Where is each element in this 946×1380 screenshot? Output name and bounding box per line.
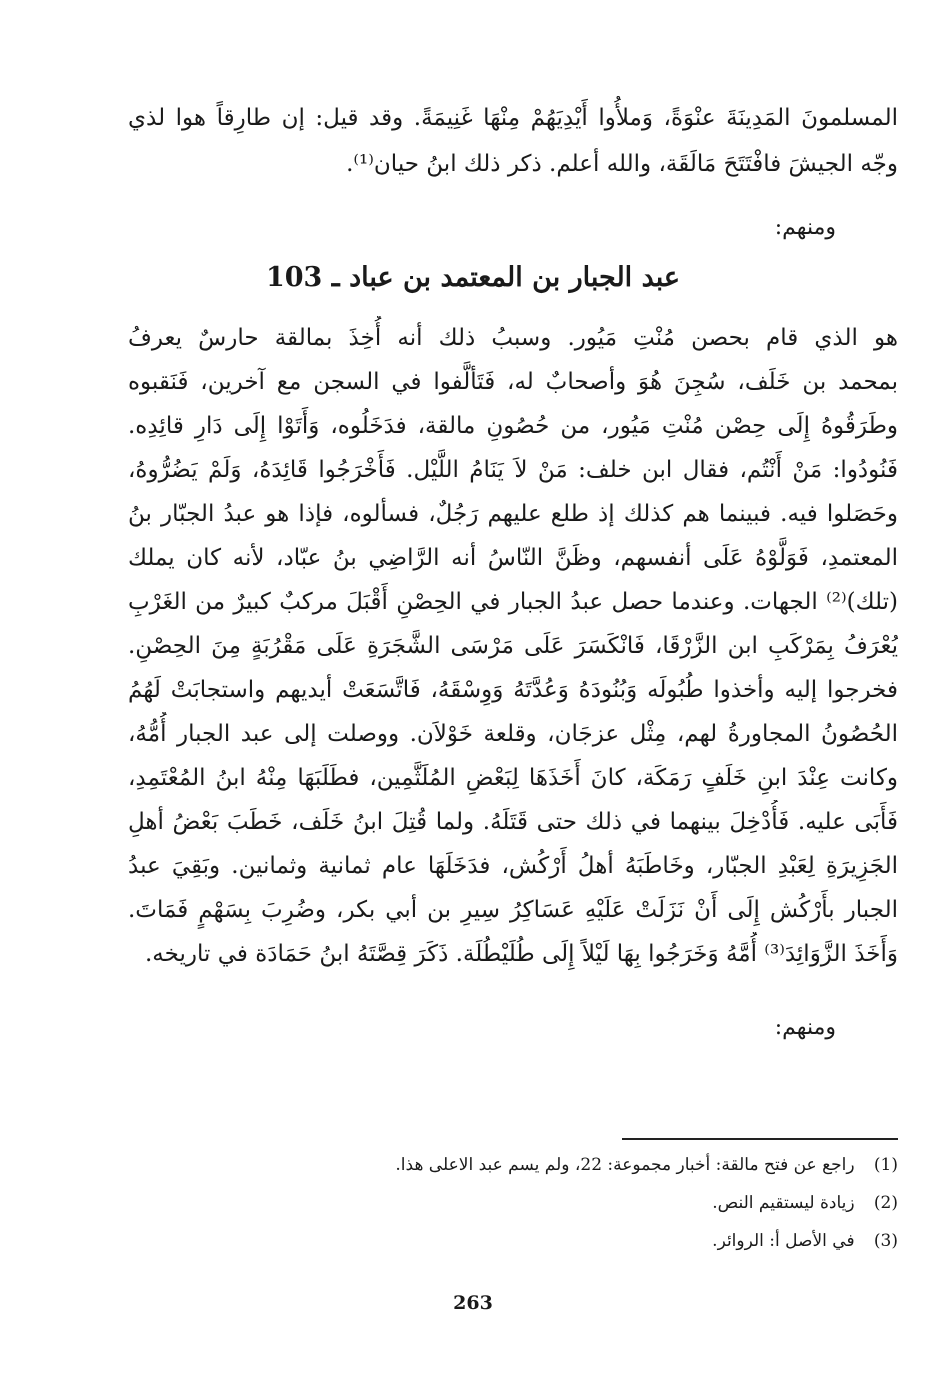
text-line: (تلك)⁽²⁾ الجهات. وعندما حصل عبدُ الجبار في الحِصْنِ أَقْبَلَ مركبٌ كبيرٌ من الغَرْبِ <box>128 589 898 615</box>
text-line: وجّه الجيشَ فافْتَتَحَ مَالَقَة، والله أعلم. ذكر ذلك ابنُ حيان⁽¹⁾. <box>346 151 898 177</box>
text-line: بمحمد بن خَلَف، سُجِنَ هُوَ وأصحابٌ له، فَتَألَّفوا في السجن مع آخرين، فَنَقبوه <box>128 369 898 395</box>
text-line: الجبار بأَرْكُش إِلَى أَنْ نَزَلَتْ عَلَيْهِ عَسَاكِرُ سِيرِ بن أبي بكر، وضُرِبَ بِسَهْمٍ فَمَاتَ. <box>128 897 898 923</box>
footnote-text: في الأصل أ: الروائر. <box>712 1231 855 1251</box>
entry-body <box>128 316 898 996</box>
entry-number: 103 <box>265 262 323 293</box>
footnote-number: (3) <box>873 1231 898 1251</box>
footnote-rule <box>622 1138 898 1140</box>
text-line: الجَزِيرَةِ لِعَبْدِ الجبّار، وخَاطَبَهُ أهلُ أَرْكُش، فدَخَلَهَا عام ثمانية وثمانين. وبَقِيَ عبدُ <box>128 853 898 879</box>
text-line: وحَصَلوا فيه. فبينما هم كذلك إذ طلع عليهم رَجُلٌ، فسألوه، فإذا هو عبدُ الجبّار بنُ <box>128 501 898 527</box>
page-number: 263 <box>453 1292 493 1314</box>
text-line: فَنُودُوا: مَنْ أَنْتُم، فقال ابن خلف: مَنْ لاَ يَنَامُ اللَّيْل. فَأَخْرَجُوا قَائِدَهُ، وَلَمْ يَضُرُّوهُ، <box>128 457 898 483</box>
text-line: فَأَبَى عليه. فَأُدْخِلَ بينهما في ذلك حتى قَتَلَهُ. ولما قُتِلَ ابنُ خَلَف، خَطَبَ بَعْضُ أهلِ <box>128 809 898 835</box>
entry-separator: ـ <box>331 262 340 293</box>
text-line: وَأَخَذَ الزَّوَائِدَ⁽³⁾ أُمَّهُ وَخَرَجُوا بِهَا لَيْلاً إِلَى طُلَيْطُلَة. ذَكَرَ قِصَّتَهُ ابنُ حَمَادَة في تاريخه. <box>145 941 898 967</box>
text-line: المعتمدِ، فَوَلَّوْهُ عَلَى أنفسهم، وظَنَّ النّاسُ أنه الرَّاضِي بنُ عبّاد، لأنه كان يملك <box>128 545 898 571</box>
text-line: وطَرَقُوهُ إِلَى حِصْن مُنْتِ مَيُور، من حُصُونِ مالقة، فدَخَلُوه، وَأَتَوْا إِلَى دَارِ قائِدِه. <box>128 413 898 439</box>
footnote-number: (2) <box>873 1193 898 1213</box>
footnote <box>128 1226 898 1256</box>
section-subheading: ومنهم: <box>774 1015 836 1040</box>
entry-name: عبد الجبار بن المعتمد بن عباد <box>349 262 681 293</box>
footnote <box>128 1150 898 1180</box>
text-line: هو الذي قام بحصن مُنْتِ مَيُور. وسببُ ذلك أنه أُخِذَ بمالقة حارسٌ يعرفُ <box>128 325 898 351</box>
text-line: يُعْرَفُ بِمَرْكَبِ ابن الزَّرْقَا، فَانْكَسَرَ عَلَى مَرْسَى الشَّجَرَةِ عَلَى مَقْرُبَةٍ مِنَ الحِصْنِ. <box>128 633 898 659</box>
intro-paragraph <box>128 96 898 196</box>
text-line: الحُصُونُ المجاورةُ لهم، مِثْل عزجَان، وقلعة خَوْلاَن. ووصلت إلى عبد الجبار أُمُّهُ، <box>128 721 898 747</box>
footnote-number: (1) <box>873 1155 898 1175</box>
footnote-text: راجع عن فتح مالقة: أخبار مجموعة: 22، ولم يسم عبد الاعلى هذا. <box>395 1155 855 1175</box>
text-line: فخرجوا إليه وأخذوا طُبُولَه وَبُنُودَهُ وَعُدَّتَهُ وَوِسْقَهُ، فَاتَّسَعَتْ أيديهم واستجابَتْ لَهُمُ <box>128 677 898 703</box>
footnote <box>128 1188 898 1218</box>
text-line: وكانت عِنْدَ ابنِ خَلَفٍ رَمَكَة، كانَ أَخَذَهَا لِبَعْضِ المُلَثَّمِين، فطَلَبَهَا مِنْهُ ابنُ المُعْتَمِدِ، <box>128 765 898 791</box>
section-subheading: ومنهم: <box>774 215 836 240</box>
footnote-text: زيادة ليستقيم النص. <box>712 1193 855 1213</box>
entry-title <box>0 256 946 300</box>
text-line: المسلمونَ المَدِينَةَ عنْوَةً، وَملأُوا أَيْدِيَهُمْ مِنْهَا غَنِيمَةً. وقد قيل: إن طارِقاً هوا لذي <box>128 105 898 131</box>
